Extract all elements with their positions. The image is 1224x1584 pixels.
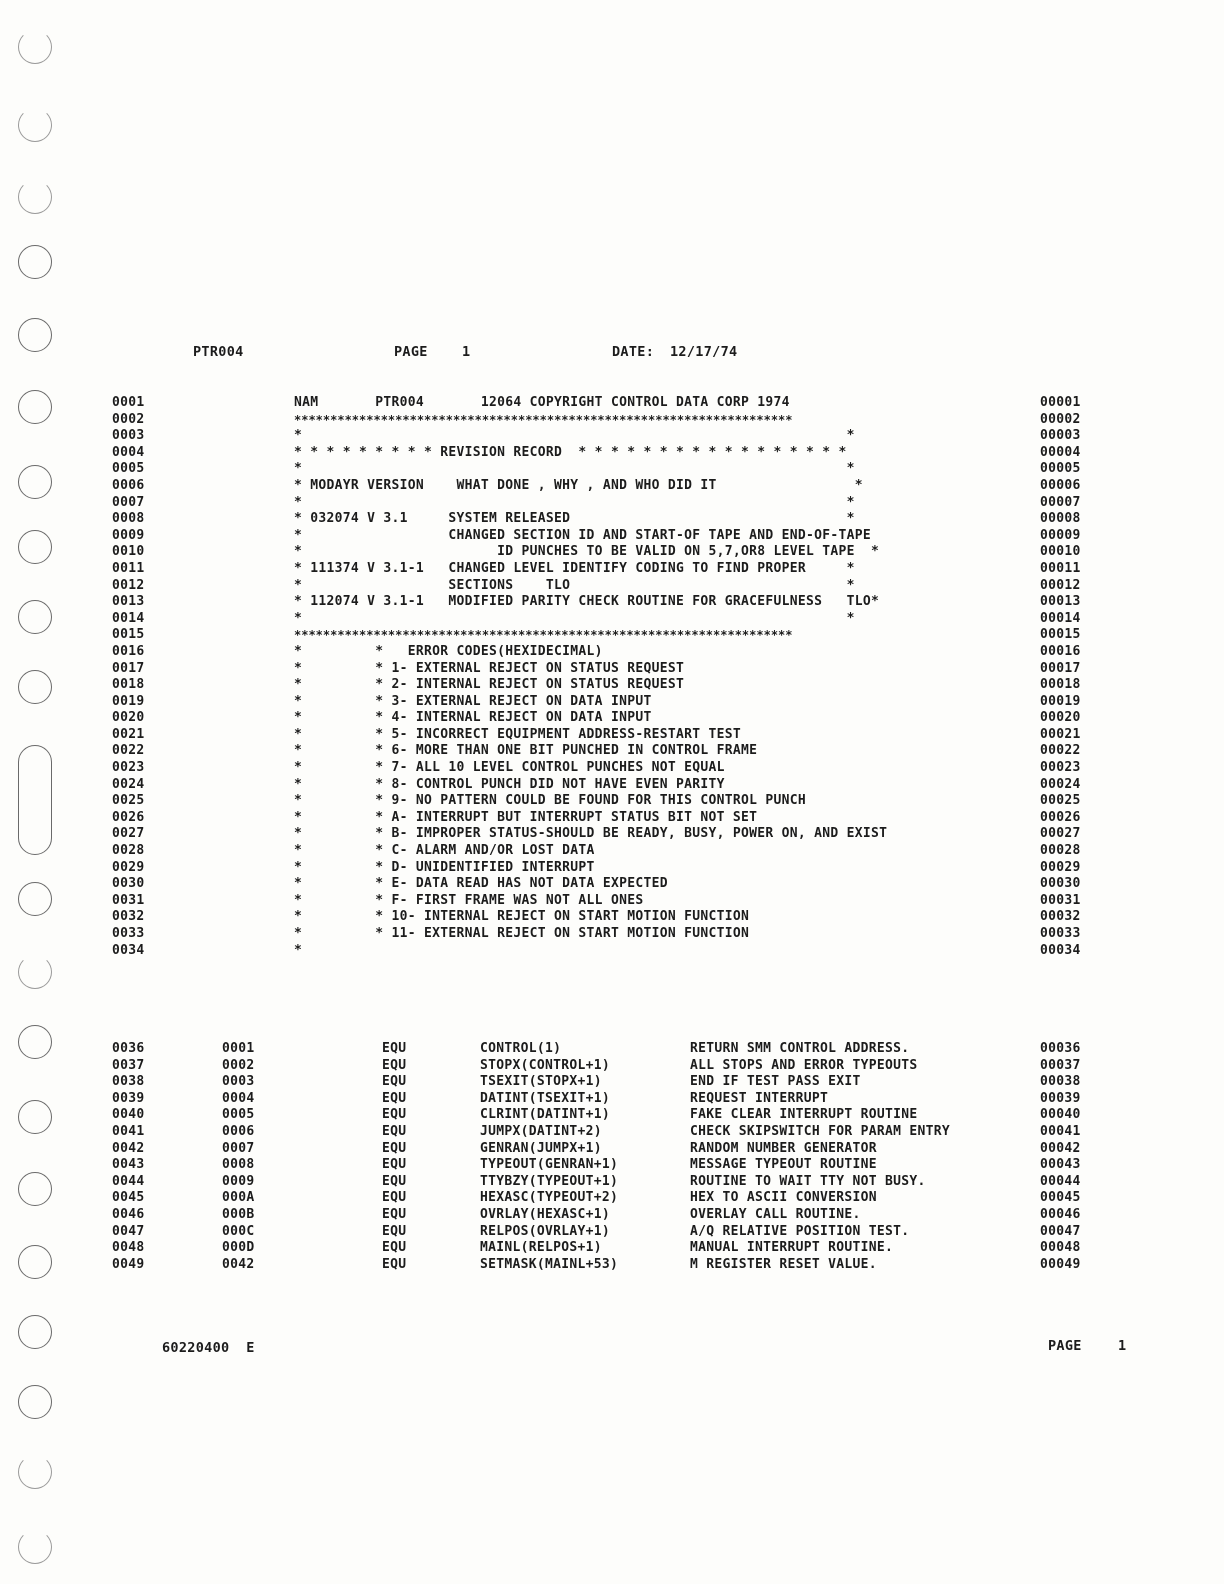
source-line: * * 3- EXTERNAL REJECT ON DATA INPUT (294, 693, 652, 709)
sequence-number: 00048 (1040, 1240, 1081, 1256)
source-line: * * 1- EXTERNAL REJECT ON STATUS REQUEST (294, 660, 685, 676)
comment-cell: ALL STOPS AND ERROR TYPEOUTS (690, 1057, 918, 1073)
line-number: 0011 (112, 560, 145, 576)
line-number: 0009 (112, 527, 145, 543)
line-number: 0044 (112, 1173, 145, 1189)
comment-cell: RETURN SMM CONTROL ADDRESS. (690, 1041, 910, 1056)
line-number: 0037 (112, 1057, 145, 1073)
opcode-cell: EQU (382, 1107, 407, 1123)
comment-cell: RANDOM NUMBER GENERATOR (690, 1140, 877, 1156)
operand-cell: CLRINT(DATINT+1) (480, 1107, 611, 1123)
punch-hole (18, 180, 52, 214)
sequence-number: 00037 (1040, 1057, 1081, 1073)
operand-cell: OVRLAY(HEXASC+1) (480, 1206, 611, 1222)
sequence-number: 00033 (1040, 926, 1081, 941)
punch-hole (18, 1100, 52, 1134)
source-line: * * (294, 428, 855, 444)
opcode-cell: EQU (382, 1157, 407, 1173)
source-line: * MODAYR VERSION WHAT DONE , WHY , AND WHO DID IT * (294, 477, 863, 493)
sequence-number: 00018 (1040, 677, 1081, 693)
operand-cell: DATINT(TSEXIT+1) (480, 1090, 611, 1106)
operand-column (480, 1041, 618, 1273)
source-line: ********************************************************************* (294, 628, 793, 643)
line-number: 0015 (112, 627, 145, 643)
opcode-cell: EQU (382, 1190, 407, 1206)
comment-cell: HEX TO ASCII CONVERSION (690, 1190, 877, 1206)
line-number: 0021 (112, 726, 145, 742)
opcode-cell: EQU (382, 1240, 407, 1256)
source-line: NAM PTR004 12064 COPYRIGHT CONTROL DATA CORP 1974 (294, 395, 790, 410)
sequence-number: 00010 (1040, 544, 1081, 560)
operand-cell: MAINL(RELPOS+1) (480, 1240, 602, 1256)
sequence-number: 00043 (1040, 1157, 1081, 1173)
punch-hole (18, 530, 52, 564)
line-number: 0014 (112, 610, 145, 626)
sequence-number: 00020 (1040, 710, 1081, 726)
line-number-column (112, 1041, 145, 1273)
sequence-number: 00029 (1040, 859, 1081, 875)
punch-hole (18, 882, 52, 916)
footer-page-number: 1 (1118, 1338, 1127, 1354)
source-line: * * 7- ALL 10 LEVEL CONTROL PUNCHES NOT EQUAL (294, 760, 725, 776)
operand-cell: TYPEOUT(GENRAN+1) (480, 1157, 619, 1173)
line-number: 0012 (112, 577, 145, 593)
operand-cell: JUMPX(DATINT+2) (480, 1123, 602, 1139)
opcode-cell: EQU (382, 1256, 407, 1272)
comment-cell: OVERLAY CALL ROUTINE. (690, 1206, 861, 1222)
sequence-number: 00044 (1040, 1173, 1081, 1189)
opcode-cell: EQU (382, 1074, 407, 1090)
sequence-number: 00049 (1040, 1256, 1081, 1272)
punch-hole (18, 1315, 52, 1349)
source-line: ********************************************************************* (294, 412, 793, 427)
sequence-number: 00036 (1040, 1041, 1081, 1056)
line-number: 0016 (112, 643, 145, 659)
line-number: 0049 (112, 1256, 145, 1272)
sequence-number: 00038 (1040, 1074, 1081, 1090)
operand-cell: RELPOS(OVRLAY+1) (480, 1223, 611, 1239)
source-line: * * * * * * * * * REVISION RECORD * * * * * * * * * * * * * * * * * (294, 444, 847, 460)
line-number: 0047 (112, 1223, 145, 1239)
operand-cell: SETMASK(MAINL+53) (480, 1256, 619, 1272)
punch-hole (18, 1245, 52, 1279)
comment-column (690, 1041, 950, 1273)
sequence-number: 00005 (1040, 461, 1081, 477)
value-cell: 0042 (222, 1256, 255, 1272)
operand-cell: TSEXIT(STOPX+1) (480, 1074, 602, 1090)
opcode-column (382, 1041, 406, 1273)
sequence-number: 00014 (1040, 610, 1081, 626)
operand-cell: TTYBZY(TYPEOUT+1) (480, 1173, 619, 1189)
sequence-number: 00024 (1040, 776, 1081, 792)
sequence-number: 00013 (1040, 594, 1081, 610)
opcode-cell: EQU (382, 1123, 407, 1139)
sequence-column (1040, 1041, 1081, 1273)
line-number: 0041 (112, 1123, 145, 1139)
line-number: 0010 (112, 544, 145, 560)
source-line: * * 11- EXTERNAL REJECT ON START MOTION FUNCTION (294, 926, 750, 941)
value-cell: 0004 (222, 1090, 255, 1106)
comment-cell: FAKE CLEAR INTERRUPT ROUTINE (690, 1107, 918, 1123)
line-number: 0003 (112, 428, 145, 444)
comment-cell: M REGISTER RESET VALUE. (690, 1256, 877, 1272)
value-cell: 0008 (222, 1157, 255, 1173)
sequence-number: 00004 (1040, 444, 1081, 460)
opcode-cell: EQU (382, 1140, 407, 1156)
line-number: 0023 (112, 760, 145, 776)
sequence-number: 00041 (1040, 1123, 1081, 1139)
line-number: 0026 (112, 809, 145, 825)
source-line: * * 6- MORE THAN ONE BIT PUNCHED IN CONTROL FRAME (294, 743, 758, 759)
binder-slot (18, 745, 52, 855)
line-number: 0029 (112, 859, 145, 875)
line-number: 0013 (112, 594, 145, 610)
value-cell: 0003 (222, 1074, 255, 1090)
sequence-number: 00016 (1040, 643, 1081, 659)
line-number: 0046 (112, 1206, 145, 1222)
line-number: 0025 (112, 793, 145, 809)
punch-hole (18, 670, 52, 704)
opcode-cell: EQU (382, 1041, 407, 1056)
sequence-number: 00046 (1040, 1206, 1081, 1222)
source-line: * * E- DATA READ HAS NOT DATA EXPECTED (294, 876, 668, 892)
line-number: 0007 (112, 494, 145, 510)
sequence-number: 00012 (1040, 577, 1081, 593)
line-number: 0006 (112, 477, 145, 493)
sequence-number: 00030 (1040, 876, 1081, 892)
source-line: * (294, 942, 303, 958)
sequence-number: 00031 (1040, 892, 1081, 908)
line-number: 0039 (112, 1090, 145, 1106)
comment-cell: ROUTINE TO WAIT TTY NOT BUSY. (690, 1173, 926, 1189)
punch-hole (18, 108, 52, 142)
sequence-number: 00002 (1040, 411, 1081, 427)
line-number: 0042 (112, 1140, 145, 1156)
sequence-number: 00028 (1040, 843, 1081, 859)
opcode-cell: EQU (382, 1206, 407, 1222)
line-number: 0043 (112, 1157, 145, 1173)
source-line: * * ERROR CODES(HEXIDECIMAL) (294, 643, 603, 659)
sequence-number: 00022 (1040, 743, 1081, 759)
source-line: * ID PUNCHES TO BE VALID ON 5,7,OR8 LEVEL TAPE * (294, 544, 880, 560)
source-line: * * 8- CONTROL PUNCH DID NOT HAVE EVEN PARITY (294, 776, 725, 792)
value-cell: 000C (222, 1223, 255, 1239)
punch-hole (18, 1025, 52, 1059)
sequence-column (1040, 395, 1081, 959)
page-number: 1 (462, 344, 471, 360)
source-line: * * C- ALARM AND/OR LOST DATA (294, 843, 595, 859)
sequence-number: 00045 (1040, 1190, 1081, 1206)
sequence-number: 00025 (1040, 793, 1081, 809)
opcode-cell: EQU (382, 1090, 407, 1106)
source-line: * * A- INTERRUPT BUT INTERRUPT STATUS BIT NOT SET (294, 809, 758, 825)
line-number: 0004 (112, 444, 145, 460)
source-line: * * 2- INTERNAL REJECT ON STATUS REQUEST (294, 677, 685, 693)
line-number: 0033 (112, 926, 145, 941)
opcode-cell: EQU (382, 1057, 407, 1073)
source-column (294, 395, 887, 959)
line-number: 0018 (112, 677, 145, 693)
sequence-number: 00023 (1040, 760, 1081, 776)
line-number: 0040 (112, 1107, 145, 1123)
sequence-number: 00042 (1040, 1140, 1081, 1156)
sequence-number: 00040 (1040, 1107, 1081, 1123)
line-number: 0022 (112, 743, 145, 759)
value-cell: 0006 (222, 1123, 255, 1139)
line-number: 0045 (112, 1190, 145, 1206)
source-line: * CHANGED SECTION ID AND START-OF TAPE AND END-OF-TAPE (294, 527, 871, 543)
value-cell: 000D (222, 1240, 255, 1256)
value-cell: 0002 (222, 1057, 255, 1073)
source-line: * * (294, 610, 855, 626)
opcode-cell: EQU (382, 1173, 407, 1189)
value-cell: 0007 (222, 1140, 255, 1156)
source-line: * * (294, 461, 855, 477)
sequence-number: 00021 (1040, 726, 1081, 742)
line-number: 0001 (112, 395, 145, 410)
sequence-number: 00011 (1040, 560, 1081, 576)
sequence-number: 00001 (1040, 395, 1081, 410)
page-label: PAGE (394, 344, 428, 360)
comment-cell: A/Q RELATIVE POSITION TEST. (690, 1223, 910, 1239)
punch-hole (18, 600, 52, 634)
source-line: * 111374 V 3.1-1 CHANGED LEVEL IDENTIFY CODING TO FIND PROPER * (294, 560, 855, 576)
comment-cell: MANUAL INTERRUPT ROUTINE. (690, 1240, 894, 1256)
sequence-number: 00017 (1040, 660, 1081, 676)
value-cell: 000B (222, 1206, 255, 1222)
program-name: PTR004 (193, 344, 244, 360)
source-line: * * (294, 494, 855, 510)
line-number: 0027 (112, 826, 145, 842)
source-line: * * 5- INCORRECT EQUIPMENT ADDRESS-RESTART TEST (294, 726, 741, 742)
sequence-number: 00008 (1040, 511, 1081, 527)
sequence-number: 00034 (1040, 942, 1081, 958)
line-number: 0048 (112, 1240, 145, 1256)
sequence-number: 00007 (1040, 494, 1081, 510)
line-number: 0038 (112, 1074, 145, 1090)
line-number: 0008 (112, 511, 145, 527)
punch-hole (18, 465, 52, 499)
punch-hole (18, 390, 52, 424)
comment-cell: REQUEST INTERRUPT (690, 1090, 829, 1106)
source-line: * * D- UNIDENTIFIED INTERRUPT (294, 859, 595, 875)
sequence-number: 00026 (1040, 809, 1081, 825)
line-number-column (112, 395, 145, 959)
source-line: * * 10- INTERNAL REJECT ON START MOTION FUNCTION (294, 909, 750, 925)
punch-hole (18, 245, 52, 279)
line-number: 0002 (112, 411, 145, 427)
line-number: 0034 (112, 942, 145, 958)
source-line: * * F- FIRST FRAME WAS NOT ALL ONES (294, 892, 644, 908)
comment-cell: MESSAGE TYPEOUT ROUTINE (690, 1157, 877, 1173)
source-line: * SECTIONS TLO * (294, 577, 855, 593)
source-line: * 112074 V 3.1-1 MODIFIED PARITY CHECK ROUTINE FOR GRACEFULNESS TLO* (294, 594, 880, 610)
punch-hole (18, 1172, 52, 1206)
date-value: 12/17/74 (670, 344, 738, 360)
sequence-number: 00032 (1040, 909, 1081, 925)
line-number: 0024 (112, 776, 145, 792)
line-number: 0020 (112, 710, 145, 726)
punch-hole (18, 30, 52, 64)
comment-cell: END IF TEST PASS EXIT (690, 1074, 861, 1090)
source-line: * * B- IMPROPER STATUS-SHOULD BE READY, BUSY, POWER ON, AND EXIST (294, 826, 888, 842)
line-number: 0005 (112, 461, 145, 477)
punch-hole (18, 318, 52, 352)
line-number: 0028 (112, 843, 145, 859)
sequence-number: 00027 (1040, 826, 1081, 842)
binder-holes (0, 0, 80, 1584)
sequence-number: 00003 (1040, 428, 1081, 444)
value-cell: 0001 (222, 1041, 255, 1056)
line-number: 0030 (112, 876, 145, 892)
comment-cell: CHECK SKIPSWITCH FOR PARAM ENTRY (690, 1123, 951, 1139)
footer-page-label: PAGE (1048, 1338, 1082, 1354)
sequence-number: 00015 (1040, 627, 1081, 643)
punch-hole (18, 1385, 52, 1419)
line-number: 0032 (112, 909, 145, 925)
line-number: 0036 (112, 1041, 145, 1056)
value-column (222, 1041, 255, 1273)
value-cell: 0009 (222, 1173, 255, 1189)
line-number: 0017 (112, 660, 145, 676)
punch-hole (18, 955, 52, 989)
sequence-number: 00006 (1040, 477, 1081, 493)
operand-cell: HEXASC(TYPEOUT+2) (480, 1190, 619, 1206)
document-number: 60220400 E (162, 1340, 255, 1356)
operand-cell: CONTROL(1) (480, 1041, 562, 1056)
source-line: * * 9- NO PATTERN COULD BE FOUND FOR THIS CONTROL PUNCH (294, 793, 806, 809)
operand-cell: GENRAN(JUMPX+1) (480, 1140, 602, 1156)
opcode-cell: EQU (382, 1223, 407, 1239)
sequence-number: 00009 (1040, 527, 1081, 543)
operand-cell: STOPX(CONTROL+1) (480, 1057, 611, 1073)
source-line: * * 4- INTERNAL REJECT ON DATA INPUT (294, 710, 652, 726)
sequence-number: 00039 (1040, 1090, 1081, 1106)
date-label: DATE: (612, 344, 655, 360)
source-line: * 032074 V 3.1 SYSTEM RELEASED * (294, 511, 855, 527)
value-cell: 000A (222, 1190, 255, 1206)
punch-hole (18, 1455, 52, 1489)
punch-hole (18, 1530, 52, 1564)
line-number: 0031 (112, 892, 145, 908)
sequence-number: 00019 (1040, 693, 1081, 709)
line-number: 0019 (112, 693, 145, 709)
sequence-number: 00047 (1040, 1223, 1081, 1239)
value-cell: 0005 (222, 1107, 255, 1123)
